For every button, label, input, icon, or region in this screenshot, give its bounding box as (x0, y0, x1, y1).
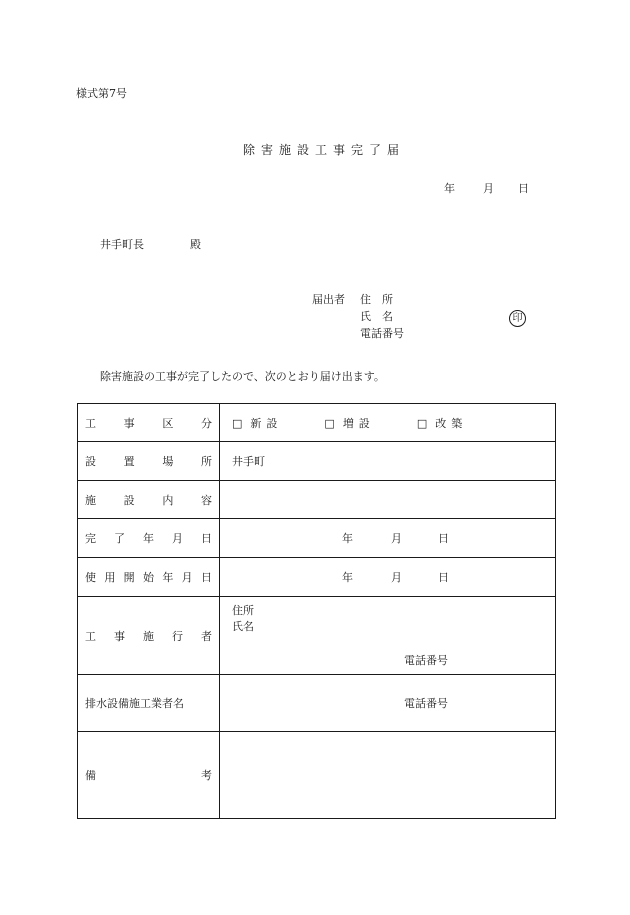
date-year-label: 年 (444, 182, 455, 195)
completion-form-table (77, 403, 556, 819)
label-char: 了 (114, 532, 125, 545)
label-facility-details (78, 481, 220, 519)
option-extension[interactable] (324, 415, 374, 431)
location-value[interactable]: 井手町 (220, 442, 556, 481)
label-char: 置 (123, 455, 135, 468)
option-renovation[interactable] (417, 415, 467, 431)
date-day-label: 日 (518, 182, 529, 195)
label-char: 場 (162, 455, 174, 468)
label-char: 完 (85, 532, 96, 545)
label-char: 設 (123, 493, 135, 507)
row-location (78, 442, 556, 481)
facility-details-value[interactable] (220, 481, 556, 519)
date-month-label: 月 (483, 182, 494, 195)
checkbox-icon[interactable]: □ (416, 416, 428, 430)
label-drainage-contractor (78, 675, 220, 732)
form-number: 様式第7号 (76, 87, 127, 100)
applicant-address-label: 住 所 (360, 293, 393, 306)
day-label: 日 (438, 571, 449, 584)
addressee-name: 井手町長 (100, 238, 144, 251)
label-char: 用 (104, 571, 116, 584)
label-char: 内 (162, 493, 174, 507)
option-label: 改築 (435, 416, 468, 430)
checkbox-icon[interactable]: □ (232, 416, 243, 430)
row-facility-details (78, 481, 556, 519)
label-char: 設 (85, 455, 96, 468)
contractor-phone-label: 電話番号 (404, 654, 448, 667)
label-char: 事 (114, 629, 125, 643)
row-start-of-use-date (78, 558, 556, 597)
label-char: 始 (142, 571, 154, 584)
label-work-type (78, 404, 220, 442)
option-label: 増設 (342, 416, 375, 430)
label-char: 所 (200, 455, 212, 468)
addressee-honorific: 殿 (190, 238, 201, 251)
contractor-value[interactable] (220, 597, 556, 675)
contractor-address-label: 住所 (232, 604, 254, 617)
label-char: 容 (200, 493, 212, 507)
year-label: 年 (342, 571, 353, 584)
day-label: 日 (438, 532, 449, 545)
row-drainage-contractor (78, 675, 556, 732)
seal-icon: 印 (509, 310, 526, 327)
document-title: 除害施設工事完了届 (243, 143, 406, 157)
drainage-phone-label: 電話番号 (404, 697, 448, 710)
checkbox-icon[interactable]: □ (324, 416, 335, 430)
label-char: 区 (162, 416, 174, 430)
work-type-options (220, 404, 556, 442)
label-remarks (78, 732, 220, 819)
label-char: 工 (85, 629, 96, 643)
label-location (78, 442, 220, 481)
label-char: 年 (162, 571, 174, 584)
month-label: 月 (391, 571, 402, 584)
option-new-construction[interactable] (232, 415, 282, 431)
label-char: 施 (143, 629, 154, 643)
label-char: 分 (200, 416, 212, 430)
row-contractor (78, 597, 556, 675)
intro-text: 除害施設の工事が完了したので、次のとおり届け出ます。 (100, 370, 385, 383)
submission-date (444, 180, 529, 196)
label-completion-date (78, 519, 220, 558)
remarks-value[interactable] (220, 732, 556, 819)
applicant-phone-label: 電話番号 (360, 327, 404, 340)
completion-date-value[interactable] (220, 519, 556, 558)
row-remarks (78, 732, 556, 819)
drainage-contractor-label: 排水設備施工業者名 (85, 697, 184, 710)
label-char: 開 (123, 571, 135, 584)
label-char: 者 (201, 629, 212, 643)
label-char: 使 (85, 571, 96, 584)
applicant-label: 届出者 (312, 293, 345, 306)
row-work-type (78, 404, 556, 442)
label-char: 日 (200, 571, 212, 584)
label-char: 月 (181, 571, 193, 584)
label-char: 月 (172, 532, 183, 545)
label-char: 日 (201, 532, 212, 545)
label-char: 考 (201, 769, 212, 782)
label-char: 年 (143, 532, 154, 545)
contractor-name-label: 氏名 (232, 620, 254, 633)
label-char: 施 (85, 493, 96, 507)
applicant-fields (360, 291, 404, 342)
row-completion-date (78, 519, 556, 558)
label-char: 工 (85, 416, 96, 430)
year-label: 年 (342, 532, 353, 545)
label-char: 事 (123, 416, 135, 430)
applicant-name-label: 氏 名 (360, 310, 393, 323)
label-contractor (78, 597, 220, 675)
addressee (100, 236, 201, 252)
drainage-contractor-value[interactable] (220, 675, 556, 732)
month-label: 月 (391, 532, 402, 545)
label-char: 行 (172, 629, 183, 643)
label-char: 備 (85, 769, 96, 782)
option-label: 新設 (250, 416, 283, 430)
contractor-address-name (232, 603, 254, 635)
label-start-of-use-date (78, 558, 220, 597)
start-of-use-date-value[interactable] (220, 558, 556, 597)
